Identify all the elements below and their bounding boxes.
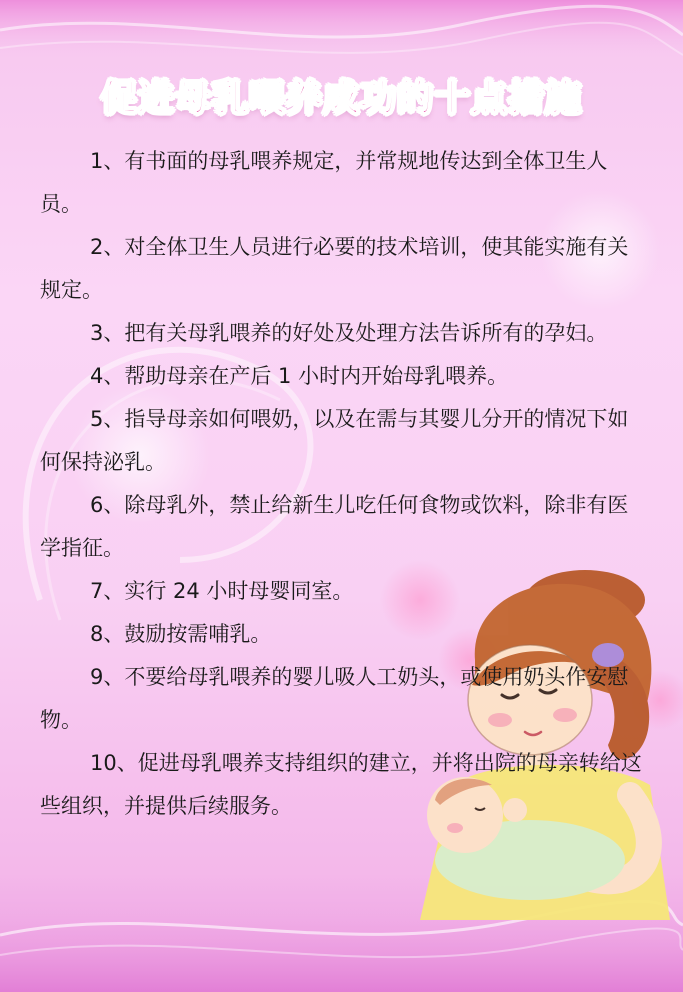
list-item: 1、有书面的母乳喂养规定，并常规地传达到全体卫生人员。 xyxy=(40,149,608,216)
list-item: 5、指导母亲如何喂奶，以及在需与其婴儿分开的情况下如何保持泌乳。 xyxy=(40,407,629,474)
list-item: 6、除母乳外，禁止给新生儿吃任何食物或饮料，除非有医学指征。 xyxy=(40,493,629,560)
measures-list xyxy=(40,140,645,828)
list-item: 10、促进母乳喂养支持组织的建立，并将出院的母亲转给这些组织，并提供后续服务。 xyxy=(40,751,642,818)
list-item: 7、实行 24 小时母婴同室。 xyxy=(90,579,354,603)
list-item: 3、把有关母乳喂养的好处及处理方法告诉所有的孕妇。 xyxy=(90,321,608,345)
list-item: 9、不要给母乳喂养的婴儿吸人工奶头，或使用奶头作安慰物。 xyxy=(40,665,629,732)
list-item: 4、帮助母亲在产后 1 小时内开始母乳喂养。 xyxy=(90,364,509,388)
page-title: 促进母乳喂养成功的十点措施 xyxy=(100,78,582,119)
list-item: 8、鼓励按需哺乳。 xyxy=(90,622,272,646)
list-item: 2、对全体卫生人员进行必要的技术培训，使其能实施有关规定。 xyxy=(40,235,629,302)
